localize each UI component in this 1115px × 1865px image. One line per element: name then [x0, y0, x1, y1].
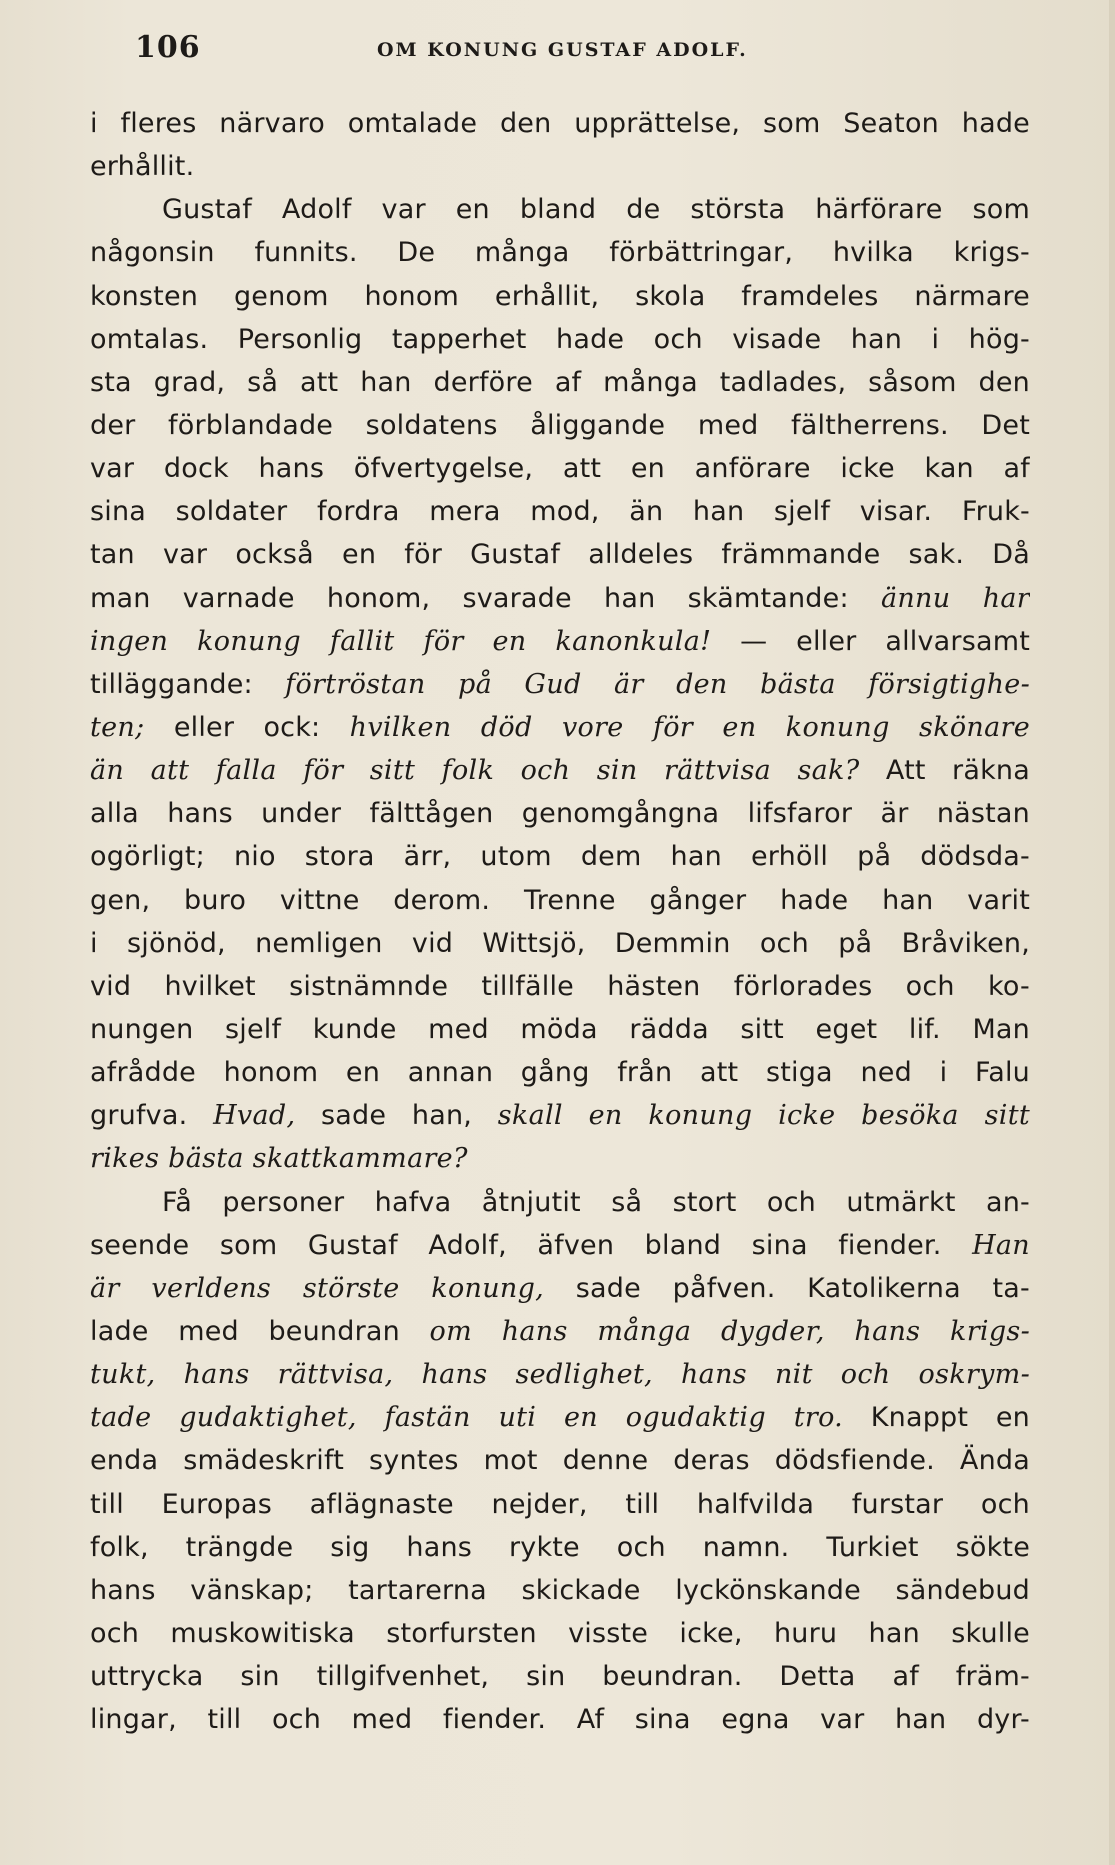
text-segment: Gustaf Adolf var en bland de största härförare som: [162, 194, 1030, 226]
text-segment: sade han,: [295, 1100, 498, 1132]
text-segment: man varnade honom, svarade han skämtande:: [90, 582, 881, 614]
text-segment: i fleres närvaro omtalade den upprättelse, som Seaton hade: [90, 108, 1030, 139]
italic-text: förtröstan på Gud är den bästa försigtighe-: [285, 668, 1030, 700]
text-segment: konsten genom honom erhållit, skola framdeles närmare: [90, 280, 1030, 312]
text-line: [90, 620, 1030, 663]
page-edge: [1109, 0, 1115, 1865]
page-number: 106: [135, 30, 201, 65]
text-segment: — eller allvarsamt: [711, 625, 1030, 657]
text-line: [90, 965, 1030, 1008]
italic-text: ingen konung fallit för en kanonkula!: [90, 625, 712, 657]
text-line: [90, 1439, 1030, 1482]
italic-text: tade gudaktighet, fastän uti en ogudaktig tro.: [90, 1402, 844, 1434]
italic-text: är verldens störste konung,: [90, 1272, 545, 1304]
text-segment: afrådde honom en annan gång från att stiga ned i Falu: [90, 1057, 1030, 1089]
text-line: [90, 361, 1030, 404]
text-segment: uttrycka sin tillgifvenhet, sin beundran. Detta af främ-: [90, 1661, 1030, 1693]
text-line: [90, 447, 1030, 490]
text-segment: sina soldater fordra mera mod, än han sjelf visar. Fruk-: [90, 496, 1030, 528]
text-segment: tilläggande:: [90, 668, 286, 700]
text-line: [90, 102, 1030, 145]
text-line: [90, 1698, 1030, 1741]
text-line: [90, 1526, 1030, 1569]
italic-text: hvilken död vore för en konung skönare: [349, 711, 1030, 743]
text-segment: Få personer hafva åtnjutit så stort och utmärkt an-: [162, 1186, 1030, 1218]
text-line: [90, 1353, 1030, 1396]
page-header: [135, 30, 1035, 76]
text-line: [90, 922, 1030, 965]
text-line: [90, 231, 1030, 274]
text-segment: der förblandade soldatens åliggande med fältherrens. Det: [90, 409, 1030, 441]
text-segment: och muskowitiska storfursten visste icke, huru han skulle: [90, 1617, 1030, 1649]
text-segment: erhållit.: [90, 151, 195, 183]
text-segment: grufva.: [90, 1100, 214, 1132]
text-segment: vid hvilket sistnämnde tillfälle hästen förlorades och ko-: [90, 970, 1030, 1002]
text-line: [90, 318, 1030, 361]
text-line: [90, 533, 1030, 576]
italic-text: Han: [972, 1229, 1030, 1261]
text-segment: alla hans under fälttågen genomgångna lifsfaror är nästan: [90, 798, 1030, 830]
text-segment: någonsin funnits. De många förbättringar, hvilka krigs-: [90, 237, 1030, 269]
text-segment: ogörligt; nio stora ärr, utom dem han erhöll på dödsda-: [90, 841, 1030, 873]
text-line: [90, 404, 1030, 447]
text-line: [90, 490, 1030, 533]
italic-text: rikes bästa skattkammare?: [90, 1143, 468, 1175]
text-segment: till Europas aflägnaste nejder, till halfvilda furstar och: [90, 1488, 1030, 1520]
italic-text: än att falla för sitt folk och sin rättvisa sak?: [90, 755, 860, 787]
italic-text: skall en konung icke besöka sitt: [497, 1100, 1030, 1132]
text-segment: nungen sjelf kunde med möda rädda sitt eget lif. Man: [90, 1013, 1030, 1045]
text-line: [90, 1137, 1030, 1180]
text-line: [90, 1396, 1030, 1439]
text-line: [90, 835, 1030, 878]
text-line: [90, 145, 1030, 188]
text-line: [90, 1224, 1030, 1267]
text-line: [90, 663, 1030, 706]
italic-text: om hans många dygder, hans krigs-: [429, 1315, 1030, 1347]
text-segment: eller ock:: [144, 711, 350, 743]
italic-text: Hvad,: [213, 1100, 296, 1132]
text-segment: lade med beundran: [90, 1315, 430, 1347]
italic-text: ännu har: [880, 582, 1030, 614]
text-line: [90, 1569, 1030, 1612]
text-line: [90, 1655, 1030, 1698]
text-line: [90, 792, 1030, 835]
text-segment: lingar, till och med fiender. Af sina egna var han dyr-: [90, 1704, 1030, 1736]
text-line: [90, 1267, 1030, 1310]
text-segment: Knappt en: [843, 1402, 1030, 1434]
italic-text: tukt, hans rättvisa, hans sedlighet, hans nit och oskrym-: [90, 1359, 1030, 1391]
text-segment: tan var också en för Gustaf alldeles främmande sak. Då: [90, 539, 1030, 571]
text-segment: gen, buro vittne derom. Trenne gånger hade han varit: [90, 884, 1030, 916]
body-text: [90, 102, 1030, 1741]
text-line: [90, 1310, 1030, 1353]
text-line: [90, 1051, 1030, 1094]
text-line: [90, 188, 1030, 231]
text-line: [90, 1008, 1030, 1051]
text-segment: hans vänskap; tartarerna skickade lyckönskande sändebud: [90, 1574, 1030, 1606]
text-line: [90, 706, 1030, 749]
text-segment: sta grad, så att han derföre af många tadlades, såsom den: [90, 366, 1030, 398]
text-segment: sade påfven. Katolikerna ta-: [544, 1272, 1030, 1304]
text-segment: seende som Gustaf Adolf, äfven bland sina fiender.: [90, 1229, 973, 1261]
text-segment: enda smädeskrift syntes mot denne deras dödsfiende. Ända: [90, 1445, 1030, 1477]
text-line: [90, 577, 1030, 620]
text-segment: omtalas. Personlig tapperhet hade och visade han i hög-: [90, 323, 1030, 355]
text-line: [90, 275, 1030, 318]
text-line: [90, 879, 1030, 922]
italic-text: ten;: [90, 711, 145, 743]
text-line: [90, 1612, 1030, 1655]
running-head: OM KONUNG GUSTAF ADOLF.: [377, 39, 748, 61]
text-segment: Att räkna: [859, 755, 1030, 787]
text-line: [90, 1181, 1030, 1224]
text-segment: i sjönöd, nemligen vid Wittsjö, Demmin och på Bråviken,: [90, 927, 1030, 959]
text-segment: var dock hans öfvertygelse, att en anförare icke kan af: [90, 453, 1030, 485]
text-line: [90, 1483, 1030, 1526]
text-line: [90, 1094, 1030, 1137]
text-segment: folk, trängde sig hans rykte och namn. Turkiet sökte: [90, 1531, 1030, 1563]
text-line: [90, 749, 1030, 792]
